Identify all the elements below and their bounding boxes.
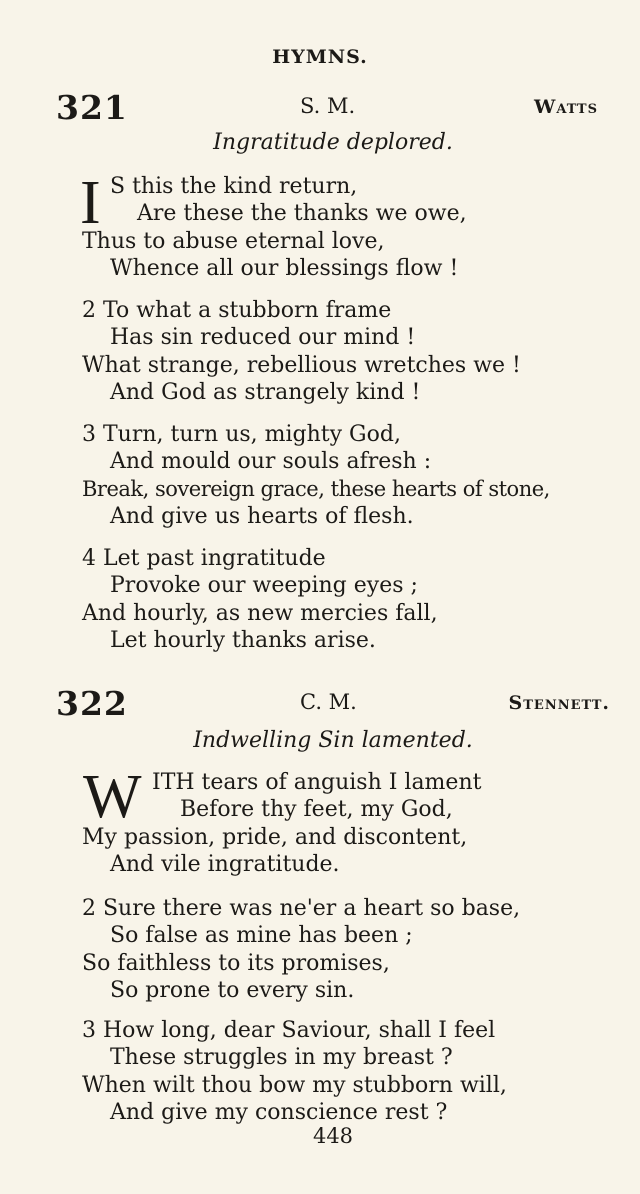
- verse-line: Whence all our blessings flow !: [110, 256, 459, 281]
- verse-line: And mould our souls afresh :: [110, 449, 432, 474]
- hymn-322-header: [0, 684, 640, 724]
- hymn-meter: C. M.: [300, 690, 357, 714]
- verse-line: 4 Let past ingratitude: [82, 546, 326, 571]
- verse-line: And hourly, as new mercies fall,: [82, 601, 438, 626]
- verse-line: 2 Sure there was ne'er a heart so base,: [82, 896, 521, 921]
- hymn-number: 322: [56, 684, 128, 723]
- hymn-author: Watts: [534, 96, 598, 118]
- verse-line: So false as mine has been ;: [110, 923, 413, 948]
- drop-cap: W: [83, 763, 142, 831]
- verse-line: 3 Turn, turn us, mighty God,: [82, 422, 401, 447]
- hymn-meter: S. M.: [300, 94, 356, 118]
- verse-line: Break, sovereign grace, these hearts of stone,: [82, 477, 550, 501]
- verse-line: And give us hearts of flesh.: [110, 504, 414, 529]
- drop-cap: I: [80, 169, 101, 237]
- verse-line: Has sin reduced our mind !: [110, 325, 416, 350]
- verse-line: S this the kind return,: [110, 174, 358, 199]
- verse-line: Are these the thanks we owe,: [137, 201, 467, 226]
- verse-line: Let hourly thanks arise.: [110, 628, 376, 653]
- hymn-subtitle: Ingratitude deplored.: [213, 130, 453, 155]
- hymn-321-header: [0, 88, 640, 128]
- verse-line: Thus to abuse eternal love,: [82, 229, 385, 254]
- page-number: 448: [312, 1124, 354, 1148]
- verse-line: And God as strangely kind !: [110, 380, 421, 405]
- verse-line: Provoke our weeping eyes ;: [110, 573, 418, 598]
- verse-line: So faithless to its promises,: [82, 951, 390, 976]
- verse-line: And vile ingratitude.: [110, 852, 340, 877]
- hymn-author: Stennett.: [508, 692, 610, 714]
- hymn-number: 321: [56, 88, 128, 127]
- verse-line: So prone to every sin.: [110, 978, 355, 1003]
- verse-line: And give my conscience rest ?: [110, 1100, 448, 1125]
- hymn-subtitle: Indwelling Sin lamented.: [193, 728, 473, 753]
- running-head: HYMNS.: [272, 46, 368, 68]
- verse-line: 3 How long, dear Saviour, shall I feel: [82, 1018, 496, 1043]
- verse-line: 2 To what a stubborn frame: [82, 298, 392, 323]
- verse-line: Before thy feet, my God,: [180, 797, 453, 822]
- verse-line: ITH tears of anguish I lament: [152, 770, 482, 795]
- verse-line: These struggles in my breast ?: [110, 1045, 453, 1070]
- verse-line: My passion, pride, and discontent,: [82, 825, 468, 850]
- verse-line: What strange, rebellious wretches we !: [82, 353, 521, 378]
- verse-line: When wilt thou bow my stubborn will,: [82, 1073, 507, 1098]
